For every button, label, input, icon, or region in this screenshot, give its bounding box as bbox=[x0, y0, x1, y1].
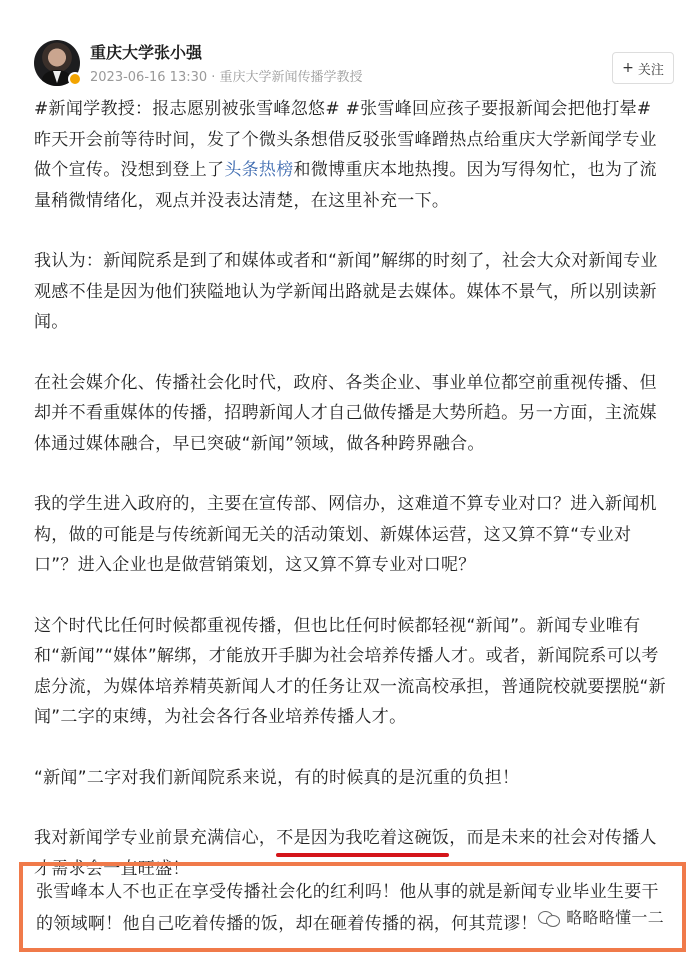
paragraph-6: “新闻”二字对我们新闻院系来说，有的时候真的是沉重的负担！ bbox=[34, 767, 520, 788]
underlined-text: 不是因为我吃着这碗饭 bbox=[276, 828, 450, 848]
paragraph-1 bbox=[34, 94, 670, 216]
paragraph-4: 我的学生进入政府的，主要在宣传部、网信办，这难道不算专业对口？进入新闻机构，做的可能是与传统新闻无关的活动策划、新媒体运营，这又算不算“专业对口”？进入企业也是做营销策划，这又算不算专业对口呢？ bbox=[34, 494, 657, 575]
plus-icon: + bbox=[622, 60, 634, 76]
highlight-box bbox=[19, 862, 686, 952]
watermark-text: 略略略懂一二 bbox=[566, 908, 664, 927]
paragraph-2: 我认为：新闻院系是到了和媒体或者和“新闻”解绑的时刻了，社会大众对新闻专业观感不佳是因为他们狭隘地认为学新闻出路就是去媒体。媒体不景气，所以别读新闻。 bbox=[34, 251, 658, 332]
paragraph-1-text-b: 和微博重庆本地热搜。因为写得匆忙，也为了流量稍微情绪化，观点并没表达清楚，在这里补充一下。 bbox=[34, 160, 657, 211]
post-meta: 2023-06-16 13:30 · 重庆大学新闻传播学教授 bbox=[90, 70, 363, 85]
paragraph-3: 在社会媒介化、传播社会化时代，政府、各类企业、事业单位都空前重视传播、但却并不看重媒体的传播，招聘新闻人才自己做传播是大势所趋。另一方面，主流媒体通过媒体融合，早已突破“新闻”领域，做各种跨界融合。 bbox=[34, 372, 657, 454]
paragraph-5: 这个时代比任何时候都重视传播，但也比任何时候都轻视“新闻”。新闻专业唯有和“新闻”“媒体”解绑，才能放开手脚为社会培养传播人才。或者，新闻院系可以考虑分流，为媒体培养精英新闻人才的任务让双一流高校承担，普通院校就要摆脱“新闻”二字的束缚，为社会各行各业培养传播人才。 bbox=[34, 615, 666, 727]
hot-list-link[interactable]: 头条热榜 bbox=[224, 160, 294, 180]
highlight-text: 张雪峰本人不也正在享受传播社会化的红利吗！他从事的就是新闻专业毕业生要干的领域啊！他自己吃着传播的饭，却在砸着传播的祸，何其荒谬！ bbox=[36, 882, 659, 934]
post-header bbox=[34, 38, 674, 88]
paragraph-7-text-a: 我对新闻学专业前景充满信心， bbox=[34, 828, 277, 848]
paragraph-7-text-b: ，而是未来的社会对传播人才需求会一直旺盛！ bbox=[34, 828, 657, 879]
article-body bbox=[34, 94, 670, 914]
author-name[interactable]: 重庆大学张小强 bbox=[90, 43, 203, 62]
follow-button[interactable] bbox=[612, 52, 674, 84]
paragraph-1-text-a: #新闻学教授：报志愿别被张雪峰忽悠# #张雪峰回应孩子要报新闻会把他打晕# 昨天开会前等待时间，发了个微头条想借反驳张雪峰蹭热点给重庆大学新闻学专业做个宣传。没想到登上了 bbox=[34, 99, 657, 180]
wechat-icon bbox=[538, 909, 560, 927]
follow-label: 关注 bbox=[637, 62, 664, 78]
verified-badge-icon bbox=[68, 72, 82, 86]
watermark bbox=[538, 902, 664, 934]
underlined-phrase bbox=[276, 828, 449, 848]
red-underline-mark bbox=[276, 853, 449, 857]
